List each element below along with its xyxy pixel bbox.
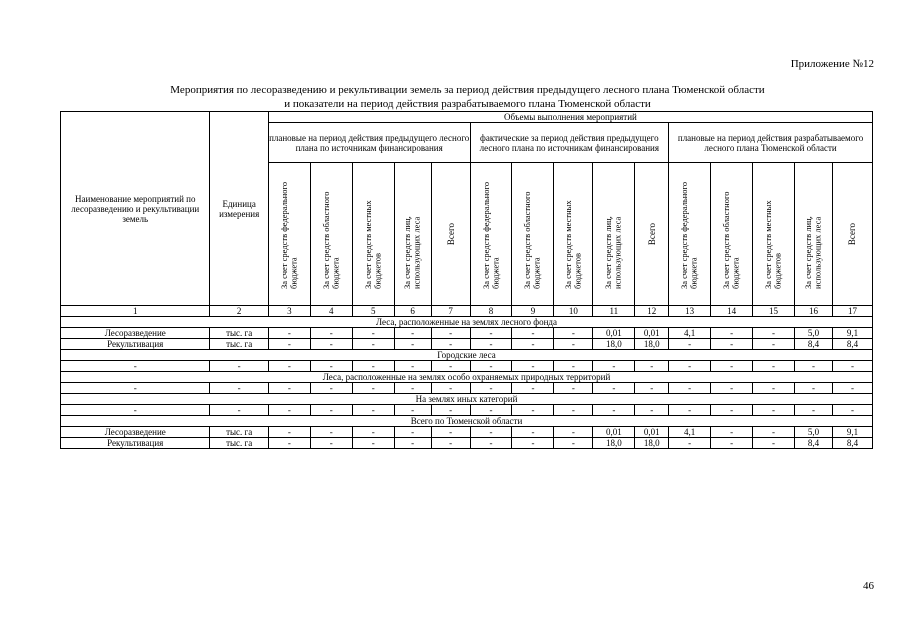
row-label: Рекультивация <box>61 339 210 350</box>
row-value: - <box>593 361 635 372</box>
table-row <box>61 339 873 350</box>
row-unit: - <box>210 383 268 394</box>
header-sub-total: Всего <box>635 163 669 306</box>
row-value: - <box>310 339 352 350</box>
row-label: Лесоразведение <box>61 328 210 339</box>
header-sub-source: За счет средств лиц, использующих леса <box>795 163 833 306</box>
row-value: - <box>310 405 352 416</box>
row-unit: тыс. га <box>210 438 268 449</box>
row-value: - <box>669 438 711 449</box>
row-label: - <box>61 383 210 394</box>
row-value: - <box>470 328 512 339</box>
row-value: - <box>268 328 310 339</box>
row-value: - <box>310 383 352 394</box>
row-value: - <box>832 405 872 416</box>
row-value: - <box>268 427 310 438</box>
row-value: - <box>470 405 512 416</box>
row-value: - <box>310 427 352 438</box>
row-value: - <box>753 339 795 350</box>
row-value: - <box>795 383 833 394</box>
row-value: - <box>268 383 310 394</box>
row-value: - <box>554 405 593 416</box>
row-value: - <box>711 361 753 372</box>
row-value: - <box>711 339 753 350</box>
row-value: 0,01 <box>635 328 669 339</box>
row-value: - <box>512 427 554 438</box>
row-value: - <box>753 405 795 416</box>
row-value: - <box>669 361 711 372</box>
column-number: 5 <box>352 306 394 317</box>
row-value: - <box>394 438 431 449</box>
row-value: 0,01 <box>593 427 635 438</box>
row-value: - <box>669 405 711 416</box>
row-value: - <box>593 405 635 416</box>
row-value: - <box>512 438 554 449</box>
table-row <box>61 328 873 339</box>
document-title <box>0 83 905 111</box>
header-sub-source: За счет средств областного бюджета <box>310 163 352 306</box>
column-number: 8 <box>470 306 512 317</box>
row-value: - <box>795 361 833 372</box>
header-sub-source: За счет средств лиц, использующих леса <box>394 163 431 306</box>
row-value: - <box>431 405 470 416</box>
header-group-planned-prev: плановые на период действия предыдущего лесного плана по источникам финансирования <box>268 123 470 163</box>
row-value: - <box>310 438 352 449</box>
row-value: - <box>394 405 431 416</box>
row-value: - <box>795 405 833 416</box>
row-value: - <box>268 405 310 416</box>
row-label: Рекультивация <box>61 438 210 449</box>
row-value: - <box>394 361 431 372</box>
row-label: Лесоразведение <box>61 427 210 438</box>
row-value: 8,4 <box>832 339 872 350</box>
row-value: - <box>352 328 394 339</box>
header-volumes: Объемы выполнения мероприятий <box>268 112 872 123</box>
row-value: 9,1 <box>832 427 872 438</box>
row-value: - <box>753 427 795 438</box>
row-value: - <box>711 438 753 449</box>
row-value: - <box>512 339 554 350</box>
row-value: - <box>470 339 512 350</box>
column-number: 15 <box>753 306 795 317</box>
row-value: - <box>394 383 431 394</box>
row-unit: тыс. га <box>210 328 268 339</box>
row-value: - <box>268 361 310 372</box>
row-value: - <box>352 405 394 416</box>
row-value: - <box>431 438 470 449</box>
table-row <box>61 405 873 416</box>
row-value: - <box>470 361 512 372</box>
header-sub-source: За счет средств местных бюджетов <box>352 163 394 306</box>
row-value: - <box>352 438 394 449</box>
header-unit-col: Единица измерения <box>210 112 268 306</box>
row-unit: - <box>210 405 268 416</box>
column-number: 7 <box>431 306 470 317</box>
row-value: - <box>431 427 470 438</box>
row-value: - <box>352 383 394 394</box>
row-value: - <box>711 427 753 438</box>
column-number: 10 <box>554 306 593 317</box>
header-group-planned-new: плановые на период действия разрабатываемого лесного плана Тюменской области <box>669 123 873 163</box>
row-value: - <box>431 339 470 350</box>
row-value: - <box>512 361 554 372</box>
row-value: 4,1 <box>669 427 711 438</box>
row-value: - <box>512 328 554 339</box>
header-group-actual-prev: фактические за период действия предыдущего лесного плана по источникам финансирования <box>470 123 669 163</box>
row-value: - <box>753 383 795 394</box>
table-row <box>61 383 873 394</box>
header-sub-source: За счет средств федерального бюджета <box>470 163 512 306</box>
header-sub-source: За счет средств местных бюджетов <box>753 163 795 306</box>
header-sub-source: За счет средств областного бюджета <box>512 163 554 306</box>
row-value: 9,1 <box>832 328 872 339</box>
row-value: - <box>832 361 872 372</box>
column-number: 13 <box>669 306 711 317</box>
section-title: Леса, расположенные на землях лесного фонда <box>61 317 873 328</box>
page-number: 46 <box>863 580 874 592</box>
row-value: - <box>753 438 795 449</box>
header-sub-total: Всего <box>431 163 470 306</box>
column-number: 14 <box>711 306 753 317</box>
row-label: - <box>61 361 210 372</box>
row-value: - <box>352 339 394 350</box>
row-value: - <box>394 427 431 438</box>
row-value: - <box>394 328 431 339</box>
row-value: 5,0 <box>795 427 833 438</box>
row-value: - <box>554 383 593 394</box>
row-value: - <box>832 383 872 394</box>
row-value: - <box>635 361 669 372</box>
row-value: - <box>512 405 554 416</box>
row-value: - <box>711 383 753 394</box>
row-value: - <box>711 328 753 339</box>
row-value: 5,0 <box>795 328 833 339</box>
column-number: 9 <box>512 306 554 317</box>
row-value: 0,01 <box>593 328 635 339</box>
row-value: - <box>431 361 470 372</box>
row-unit: тыс. га <box>210 427 268 438</box>
column-number: 17 <box>832 306 872 317</box>
row-value: 8,4 <box>795 438 833 449</box>
row-value: - <box>554 328 593 339</box>
column-number: 6 <box>394 306 431 317</box>
row-value: 18,0 <box>635 339 669 350</box>
row-unit: тыс. га <box>210 339 268 350</box>
row-unit: - <box>210 361 268 372</box>
appendix-label: Приложение №12 <box>790 58 874 70</box>
row-value: - <box>753 361 795 372</box>
row-value: - <box>669 339 711 350</box>
row-label: - <box>61 405 210 416</box>
header-sub-source: За счет средств лиц, использующих леса <box>593 163 635 306</box>
row-value: - <box>635 383 669 394</box>
row-value: - <box>431 328 470 339</box>
header-name-col: Наименование мероприятий по лесоразведению и рекультивации земель <box>61 112 210 306</box>
row-value: - <box>554 339 593 350</box>
column-number: 12 <box>635 306 669 317</box>
row-value: - <box>268 438 310 449</box>
row-value: 8,4 <box>832 438 872 449</box>
row-value: 18,0 <box>593 339 635 350</box>
header-sub-source: За счет средств федерального бюджета <box>268 163 310 306</box>
row-value: 0,01 <box>635 427 669 438</box>
row-value: - <box>470 427 512 438</box>
section-title: Леса, расположенные на землях особо охраняемых природных территорий <box>61 372 873 383</box>
section-title: Городские леса <box>61 350 873 361</box>
row-value: - <box>352 361 394 372</box>
row-value: - <box>268 339 310 350</box>
column-number: 1 <box>61 306 210 317</box>
row-value: - <box>554 438 593 449</box>
row-value: - <box>554 361 593 372</box>
column-number: 4 <box>310 306 352 317</box>
column-number: 3 <box>268 306 310 317</box>
table-row <box>61 361 873 372</box>
row-value: - <box>711 405 753 416</box>
row-value: - <box>310 328 352 339</box>
row-value: 4,1 <box>669 328 711 339</box>
row-value: 18,0 <box>635 438 669 449</box>
row-value: - <box>310 361 352 372</box>
row-value: - <box>669 383 711 394</box>
section-title: На землях иных категорий <box>61 394 873 405</box>
header-sub-source: За счет средств федерального бюджета <box>669 163 711 306</box>
header-sub-source: За счет средств местных бюджетов <box>554 163 593 306</box>
column-number: 11 <box>593 306 635 317</box>
header-sub-total: Всего <box>832 163 872 306</box>
row-value: - <box>470 438 512 449</box>
row-value: - <box>352 427 394 438</box>
title-line-1: Мероприятия по лесоразведению и рекультивации земель за период действия предыдущего лесного плана Тюменской области <box>170 84 765 96</box>
header-sub-source: За счет средств областного бюджета <box>711 163 753 306</box>
title-line-2: и показатели на период действия разрабатываемого плана Тюменской области <box>284 98 651 110</box>
row-value: - <box>470 383 512 394</box>
row-value: - <box>394 339 431 350</box>
row-value: 8,4 <box>795 339 833 350</box>
row-value: - <box>753 328 795 339</box>
row-value: - <box>635 405 669 416</box>
column-number: 2 <box>210 306 268 317</box>
row-value: - <box>593 383 635 394</box>
row-value: - <box>431 383 470 394</box>
column-number: 16 <box>795 306 833 317</box>
table-row <box>61 427 873 438</box>
row-value: 18,0 <box>593 438 635 449</box>
section-title: Всего по Тюменской области <box>61 416 873 427</box>
measures-table <box>60 111 873 449</box>
table-row <box>61 438 873 449</box>
row-value: - <box>512 383 554 394</box>
row-value: - <box>554 427 593 438</box>
